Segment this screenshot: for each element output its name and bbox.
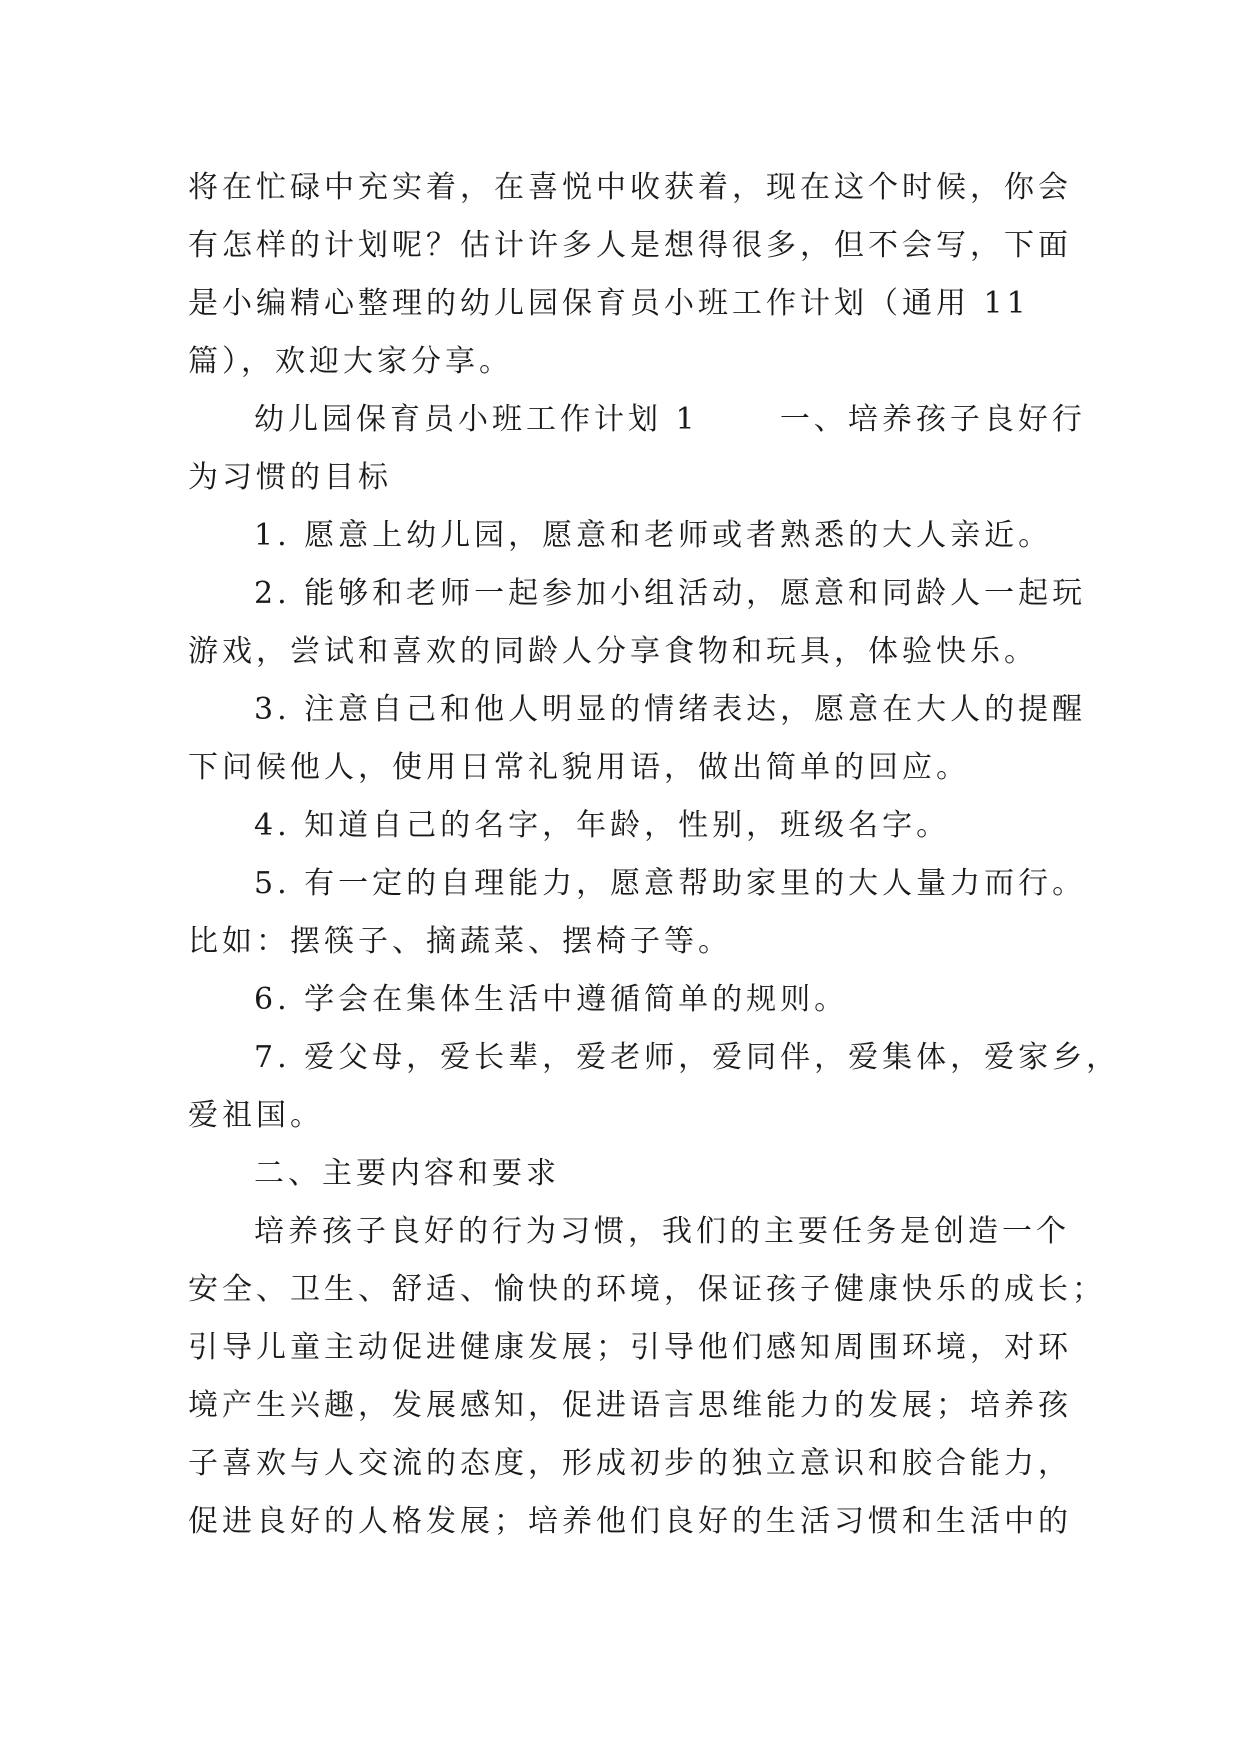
list-item: 5. 有一定的自理能力，愿意帮助家里的大人量力而行。 [254, 866, 1087, 901]
paragraph-line: 引导儿童主动促进健康发展；引导他们感知周围环境，对环 [188, 1330, 1072, 1365]
text-line: 有怎样的计划呢？估计许多人是想得很多，但不会写，下面 [188, 228, 1072, 263]
text-line: 下问候他人，使用日常礼貌用语，做出简单的回应。 [188, 750, 970, 785]
text-line: 为习惯的目标 [188, 460, 392, 495]
paragraph-line: 子喜欢与人交流的态度，形成初步的独立意识和胶合能力， [188, 1446, 1072, 1481]
section-heading-line: 幼儿园保育员小班工作计划 1 一、培养孩子良好行 [254, 402, 1086, 437]
paragraph-line: 培养孩子良好的行为习惯，我们的主要任务是创造一个 [254, 1214, 1070, 1249]
paragraph-line: 安全、卫生、舒适、愉快的环境，保证孩子健康快乐的成长； [188, 1272, 1106, 1307]
text-line: 是小编精心整理的幼儿园保育员小班工作计划（通用 11 [188, 286, 1030, 321]
section-heading: 二、主要内容和要求 [254, 1156, 560, 1191]
list-item: 1. 愿意上幼儿园，愿意和老师或者熟悉的大人亲近。 [254, 518, 1053, 553]
list-item: 3. 注意自己和他人明显的情绪表达，愿意在大人的提醒 [254, 692, 1087, 727]
text-line: 游戏，尝试和喜欢的同龄人分享食物和玩具，体验快乐。 [188, 634, 1038, 669]
document-body [188, 159, 1121, 1551]
text-line: 将在忙碌中充实着，在喜悦中收获着，现在这个时候，你会 [188, 170, 1072, 205]
text-line: 篇），欢迎大家分享。 [188, 344, 513, 379]
text-line: 比如：摆筷子、摘蔬菜、摆椅子等。 [188, 924, 732, 959]
paragraph-line: 促进良好的人格发展；培养他们良好的生活习惯和生活中的 [188, 1504, 1072, 1539]
text-line: 爱祖国。 [188, 1098, 324, 1133]
list-item: 2. 能够和老师一起参加小组活动，愿意和同龄人一起玩 [254, 576, 1087, 611]
paragraph-line: 境产生兴趣，发展感知，促进语言思维能力的发展；培养孩 [188, 1388, 1072, 1423]
list-item: 4. 知道自己的名字，年龄，性别，班级名字。 [254, 808, 951, 843]
list-item: 6. 学会在集体生活中遵循简单的规则。 [254, 982, 849, 1017]
list-item: 7. 爱父母，爱长辈，爱老师，爱同伴，爱集体，爱家乡， [254, 1040, 1121, 1075]
